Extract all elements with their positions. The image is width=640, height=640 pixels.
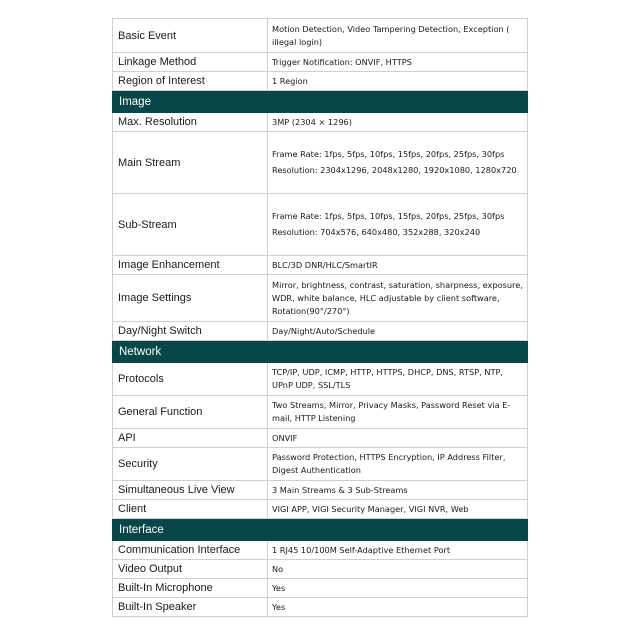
row-value: Password Protection, HTTPS Encryption, IP Address Filter, Digest Authentication xyxy=(268,448,528,481)
row-label: Simultaneous Live View xyxy=(113,481,268,500)
spec-row-image-settings xyxy=(113,275,528,322)
section-title: Image xyxy=(113,91,528,113)
row-label: Security xyxy=(113,448,268,481)
row-value: 1 RJ45 10/100M Self-Adaptive Ethernet Port xyxy=(268,541,528,560)
spec-row-region-of-interest xyxy=(113,72,528,91)
row-value: BLC/3D DNR/HLC/SmartIR xyxy=(268,256,528,275)
row-label: Communication Interface xyxy=(113,541,268,560)
row-value xyxy=(268,132,528,194)
row-label: Built-In Microphone xyxy=(113,579,268,598)
row-label: Sub-Stream xyxy=(113,194,268,256)
row-label: Max. Resolution xyxy=(113,113,268,132)
row-label: Day/Night Switch xyxy=(113,322,268,341)
row-label: General Function xyxy=(113,396,268,429)
row-label: Image Enhancement xyxy=(113,256,268,275)
spec-row-general-function xyxy=(113,396,528,429)
row-label: Image Settings xyxy=(113,275,268,322)
row-value xyxy=(268,194,528,256)
resolution-text: Resolution: 704x576, 640x480, 352x288, 320x240 xyxy=(272,227,481,237)
spec-row-day-night-switch xyxy=(113,322,528,341)
row-value: 3MP (2304 × 1296) xyxy=(268,113,528,132)
spec-row-basic-event xyxy=(113,19,528,53)
row-value: VIGI APP, VIGI Security Manager, VIGI NVR, Web xyxy=(268,500,528,519)
spec-row-main-stream xyxy=(113,132,528,194)
spec-row-communication-interface xyxy=(113,541,528,560)
row-value: No xyxy=(268,560,528,579)
section-title: Network xyxy=(113,341,528,363)
spec-row-builtin-microphone xyxy=(113,579,528,598)
row-label: Video Output xyxy=(113,560,268,579)
row-value: ONVIF xyxy=(268,429,528,448)
row-value: 3 Main Streams & 3 Sub-Streams xyxy=(268,481,528,500)
row-label: Client xyxy=(113,500,268,519)
row-label: Basic Event xyxy=(113,19,268,53)
spec-row-max-resolution xyxy=(113,113,528,132)
section-header-interface xyxy=(113,519,528,541)
row-value: Trigger Notification: ONVIF, HTTPS xyxy=(268,53,528,72)
spec-row-protocols xyxy=(113,363,528,396)
row-label: Linkage Method xyxy=(113,53,268,72)
section-header-network xyxy=(113,341,528,363)
row-value: Day/Night/Auto/Schedule xyxy=(268,322,528,341)
frame-rate-text: Frame Rate: 1fps, 5fps, 10fps, 15fps, 20fps, 25fps, 30fps xyxy=(272,149,505,159)
row-label: Region of Interest xyxy=(113,72,268,91)
frame-rate-text: Frame Rate: 1fps, 5fps, 10fps, 15fps, 20fps, 25fps, 30fps xyxy=(272,211,505,221)
row-value: 1 Region xyxy=(268,72,528,91)
resolution-text: Resolution: 2304x1296, 2048x1280, 1920x1080, 1280x720 xyxy=(272,165,517,175)
spec-table xyxy=(112,18,528,617)
spec-row-sub-stream xyxy=(113,194,528,256)
spec-row-builtin-speaker xyxy=(113,598,528,617)
row-label: API xyxy=(113,429,268,448)
spec-row-linkage-method xyxy=(113,53,528,72)
row-value: Mirror, brightness, contrast, saturation, sharpness, exposure, WDR, white balance, HLC adjustable by client software, Rotation(90°/270°) xyxy=(268,275,528,322)
spec-row-api xyxy=(113,429,528,448)
spec-row-video-output xyxy=(113,560,528,579)
row-value: Yes xyxy=(268,579,528,598)
section-header-image xyxy=(113,91,528,113)
row-value: Motion Detection, Video Tampering Detection, Exception ( illegal login) xyxy=(268,19,528,53)
row-label: Main Stream xyxy=(113,132,268,194)
section-title: Interface xyxy=(113,519,528,541)
spec-row-simultaneous-live-view xyxy=(113,481,528,500)
row-value: Two Streams, Mirror, Privacy Masks, Password Reset via E-mail, HTTP Listening xyxy=(268,396,528,429)
row-label: Built-In Speaker xyxy=(113,598,268,617)
row-value: Yes xyxy=(268,598,528,617)
spec-row-client xyxy=(113,500,528,519)
spec-row-image-enhancement xyxy=(113,256,528,275)
row-label: Protocols xyxy=(113,363,268,396)
row-value: TCP/IP, UDP, ICMP, HTTP, HTTPS, DHCP, DNS, RTSP, NTP, UPnP UDP, SSL/TLS xyxy=(268,363,528,396)
spec-row-security xyxy=(113,448,528,481)
